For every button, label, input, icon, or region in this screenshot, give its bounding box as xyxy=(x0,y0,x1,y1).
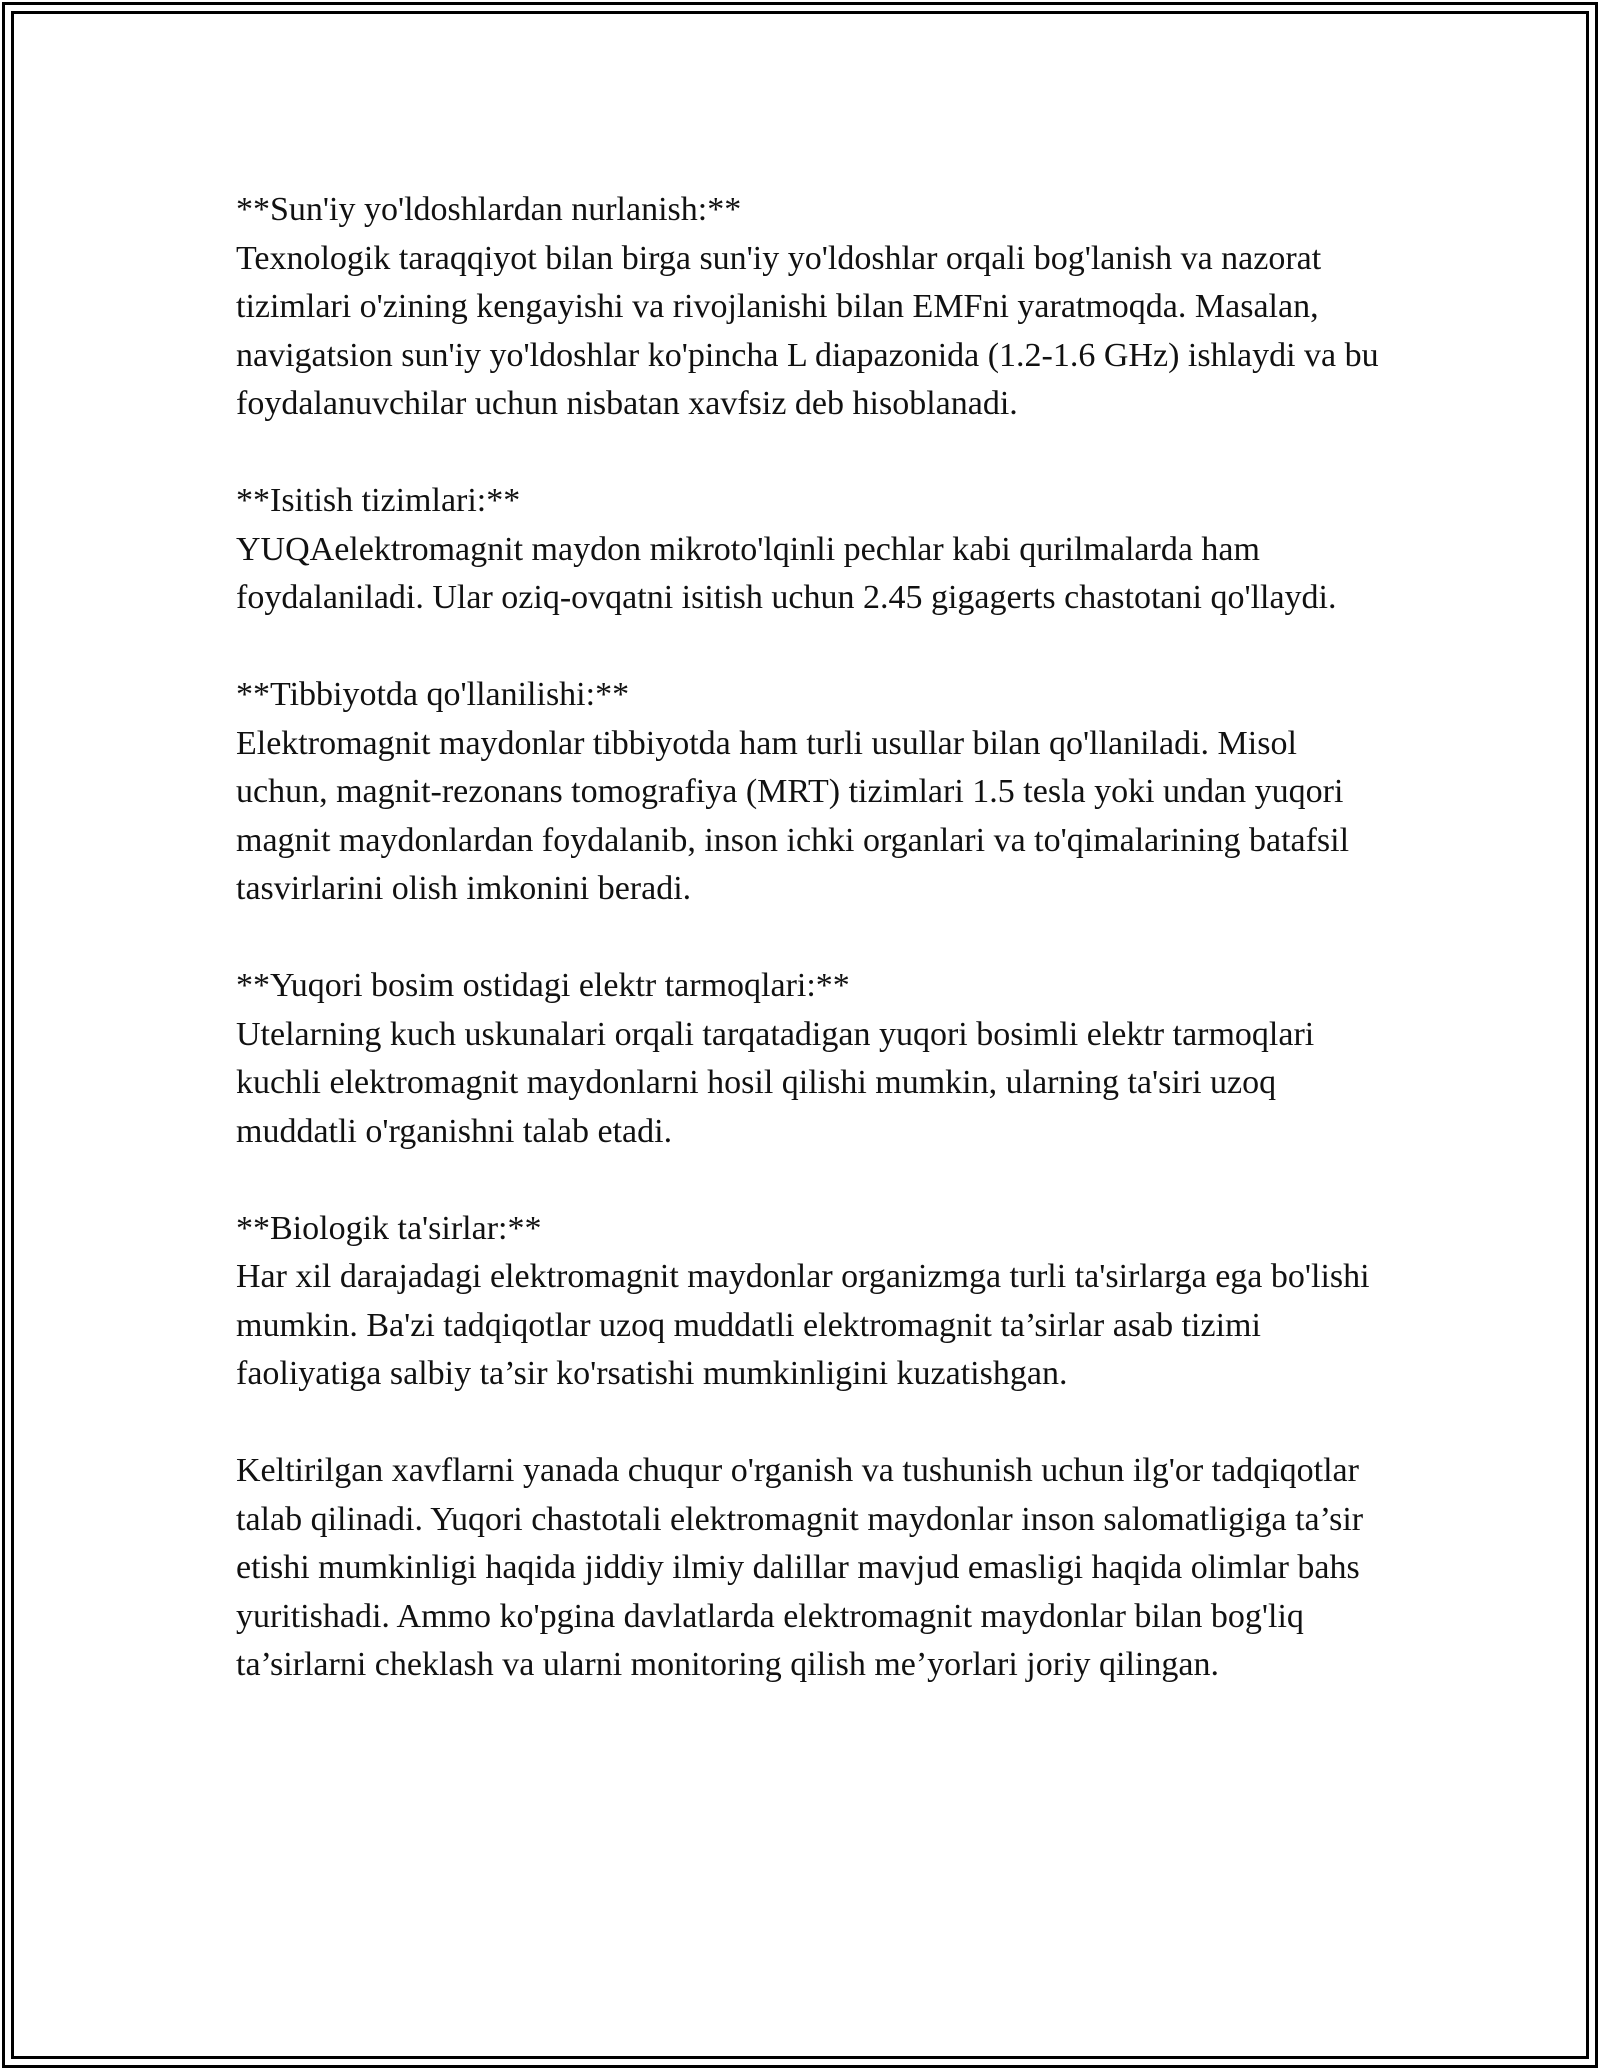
section-conclusion xyxy=(236,1447,1396,1690)
document-body xyxy=(236,186,1396,1738)
section-biological-effects xyxy=(236,1205,1396,1399)
conclusion-paragraph: Keltirilgan xavflarni yanada chuqur o'rganish va tushunish uchun ilg'or tadqiqotlar talab qilinadi. Yuqori chastotali elektromagnit maydonlar inson salomatligiga ta’sir etishi mumkinligi haqida jiddiy ilmiy dalillar mavjud emasligi haqida olimlar bahs yuritishadi. Ammo ko'pgina davlatlarda elektromagnit maydonlar bilan bog'liq ta’sirlarni cheklash va ularni monitoring qilish me’yorlari joriy qilingan. xyxy=(236,1452,1364,1683)
section-paragraph: YUQAelektromagnit maydon mikroto'lqinli pechlar kabi qurilmalarda ham foydalaniladi. Ular oziq-ovqatni isitish uchun 2.45 gigagerts chastotani qo'llaydi. xyxy=(236,530,1337,616)
section-heading: **Sun'iy yo'ldoshlardan nurlanish:** xyxy=(236,191,742,228)
section-heating-systems xyxy=(236,477,1396,623)
section-heading: **Tibbiyotda qo'llanilishi:** xyxy=(236,676,630,713)
section-heading: **Isitish tizimlari:** xyxy=(236,482,521,519)
section-medical-use xyxy=(236,671,1396,914)
section-paragraph: Texnologik taraqqiyot bilan birga sun'iy yo'ldoshlar orqali bog'lanish va nazorat tizimlari o'zining kengayishi va rivojlanishi bilan EMFni yaratmoqda. Masalan, navigatsion sun'iy yo'ldoshlar ko'pincha L diapazonida (1.2-1.6 GHz) ishlaydi va bu foydalanuvchilar uchun nisbatan xavfsiz deb hisoblanadi. xyxy=(236,239,1379,422)
section-heading: **Biologik ta'sirlar:** xyxy=(236,1209,542,1247)
section-paragraph: Elektromagnit maydonlar tibbiyotda ham turli usullar bilan qo'llaniladi. Misol uchun, magnit-rezonans tomografiya (MRT) tizimlari 1.5 tesla yoki undan yuqori magnit maydonlardan foydalanib, inson ichki organlari va to'qimalarining batafsil tasvirlarini olish imkonini beradi. xyxy=(236,724,1350,907)
section-heading: **Yuqori bosim ostidagi elektr tarmoqlari:** xyxy=(236,967,850,1004)
section-paragraph: Utelarning kuch uskunalari orqali tarqatadigan yuqori bosimli elektr tarmoqlari kuchli elektromagnit maydonlarni hosil qilishi mumkin, ularning ta'siri uzoq muddatli o'rganishni talab etadi. xyxy=(236,1015,1315,1150)
section-paragraph: Har xil darajadagi elektromagnit maydonlar organizmga turli ta'sirlarga ega bo'lishi mumkin. Ba'zi tadqiqotlar uzoq muddatli elektromagnit ta’sirlar asab tizimi faoliyatiga salbiy ta’sir ko'rsatishi mumkinligini kuzatishgan. xyxy=(236,1258,1370,1392)
section-satellite-radiation xyxy=(236,186,1396,429)
section-high-voltage-grids xyxy=(236,962,1396,1156)
